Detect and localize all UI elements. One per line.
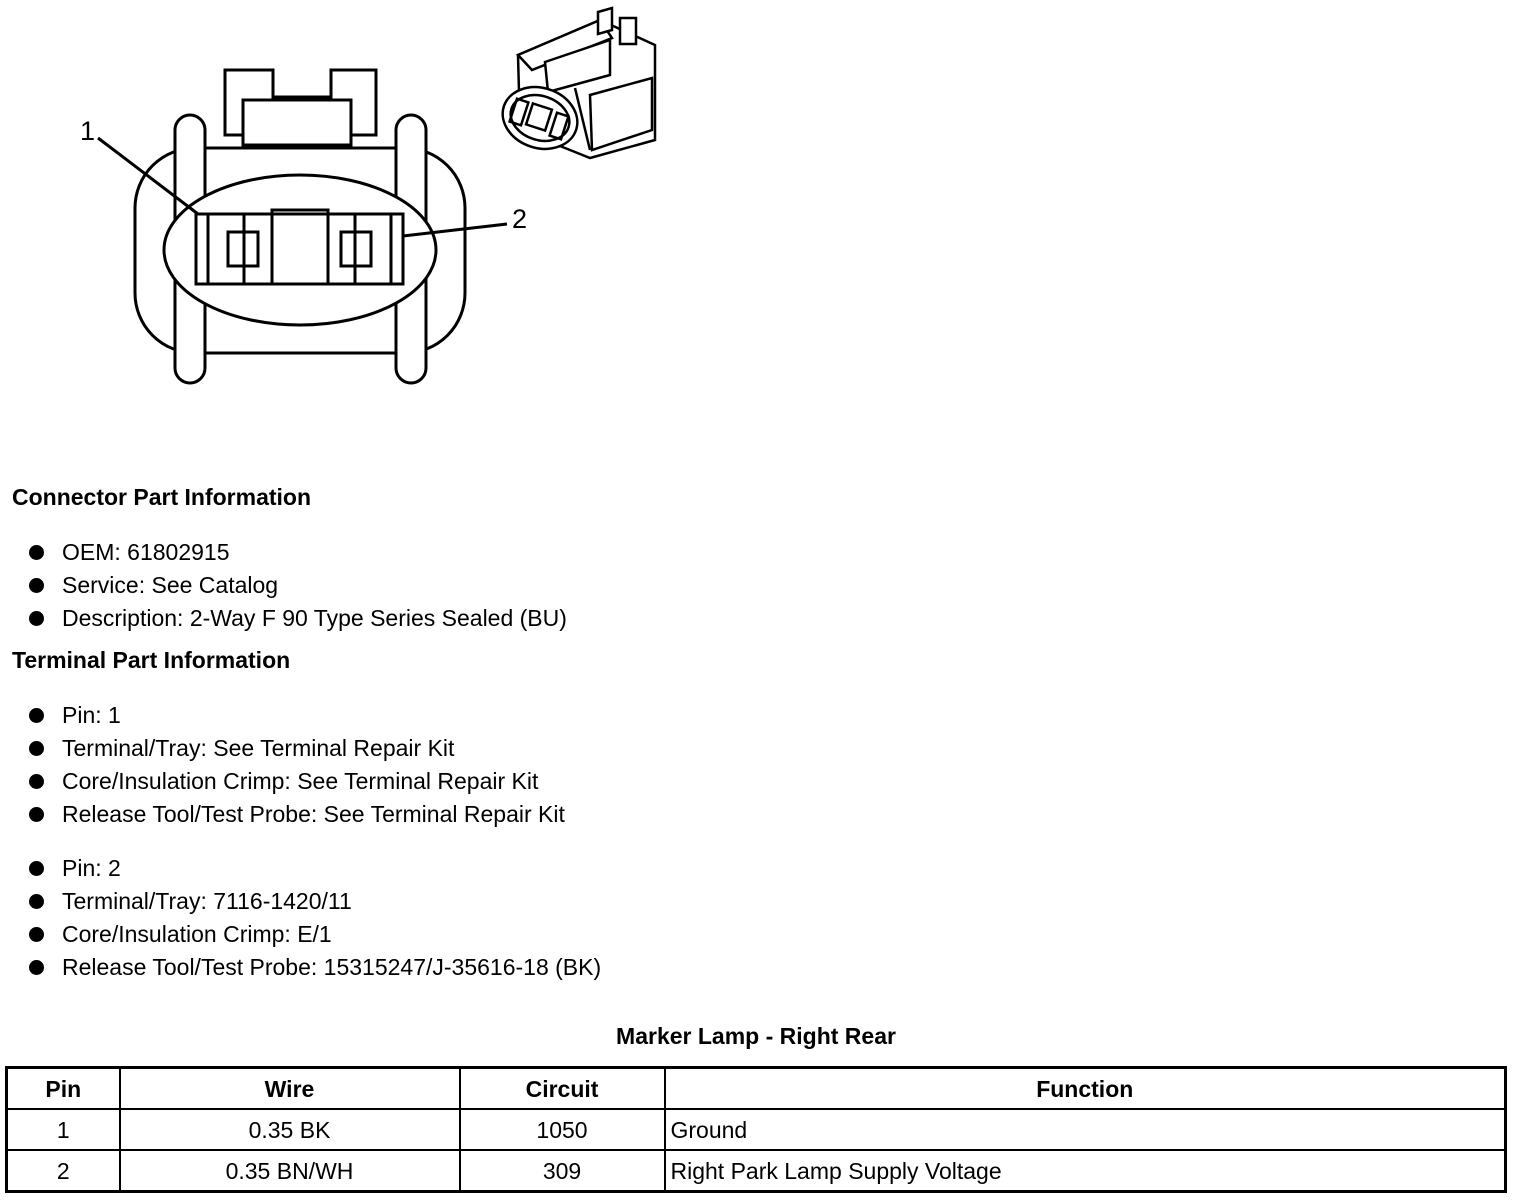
list-item — [28, 536, 567, 569]
list-item — [28, 765, 565, 798]
list-item — [28, 951, 601, 984]
cell-circuit: 309 — [460, 1150, 665, 1192]
table-row — [7, 1150, 1506, 1192]
list-item-text: Core/Insulation Crimp: See Terminal Repair Kit — [62, 768, 539, 794]
list-item-text: Pin: 1 — [62, 702, 121, 728]
table-title: Marker Lamp - Right Rear — [616, 1023, 896, 1049]
cell-wire: 0.35 BK — [120, 1109, 460, 1150]
bullet-icon — [29, 611, 44, 626]
callout-label-2: 2 — [512, 204, 528, 234]
list-item-text: Core/Insulation Crimp: E/1 — [62, 921, 332, 947]
list-item — [28, 569, 567, 602]
list-item-text: Terminal/Tray: 7116-1420/11 — [62, 888, 352, 914]
bullet-icon — [29, 927, 44, 942]
list-item — [28, 918, 601, 951]
list-item-text: Service: See Catalog — [62, 572, 279, 598]
pin-table — [5, 1066, 1507, 1193]
bullet-icon — [29, 741, 44, 756]
connector-body-front-view — [135, 115, 465, 383]
list-item-text: OEM: 61802915 — [62, 539, 230, 565]
bullet-icon — [29, 861, 44, 876]
terminal-part-heading: Terminal Part Information — [12, 647, 291, 673]
cell-pin: 2 — [7, 1150, 120, 1192]
cell-function: Right Park Lamp Supply Voltage — [665, 1150, 1506, 1192]
callout-label-1: 1 — [80, 116, 96, 146]
bullet-icon — [29, 774, 44, 789]
bullet-icon — [29, 545, 44, 560]
list-item — [28, 798, 565, 831]
list-item — [28, 885, 601, 918]
list-item — [28, 732, 565, 765]
connector-diagram — [0, 0, 700, 400]
connector-part-heading: Connector Part Information — [12, 484, 312, 510]
list-item — [28, 602, 567, 635]
list-item — [28, 852, 601, 885]
list-item-text: Terminal/Tray: See Terminal Repair Kit — [62, 735, 455, 761]
bullet-icon — [29, 708, 44, 723]
connector-latch — [225, 70, 376, 145]
cell-function: Ground — [665, 1109, 1506, 1150]
bullet-icon — [29, 578, 44, 593]
connector-part-list — [28, 536, 567, 635]
list-item-text: Release Tool/Test Probe: See Terminal Repair Kit — [62, 801, 565, 827]
table-row — [7, 1109, 1506, 1150]
bullet-icon — [29, 960, 44, 975]
cell-pin: 1 — [7, 1109, 120, 1150]
column-header-wire: Wire — [120, 1068, 460, 1110]
table-header-row — [7, 1068, 1506, 1110]
list-item-text: Release Tool/Test Probe: 15315247/J-35616-18 (BK) — [62, 954, 602, 980]
connector-isometric-view — [495, 8, 655, 158]
terminal-part-list-pin-1 — [28, 699, 565, 831]
column-header-circuit: Circuit — [460, 1068, 665, 1110]
column-header-pin: Pin — [7, 1068, 120, 1110]
cell-wire: 0.35 BN/WH — [120, 1150, 460, 1192]
cell-circuit: 1050 — [460, 1109, 665, 1150]
list-item — [28, 699, 565, 732]
list-item-text: Description: 2-Way F 90 Type Series Sealed (BU) — [62, 605, 567, 631]
column-header-function: Function — [665, 1068, 1506, 1110]
list-item-text: Pin: 2 — [62, 855, 121, 881]
bullet-icon — [29, 894, 44, 909]
terminal-part-list-pin-2 — [28, 852, 601, 984]
bullet-icon — [29, 807, 44, 822]
